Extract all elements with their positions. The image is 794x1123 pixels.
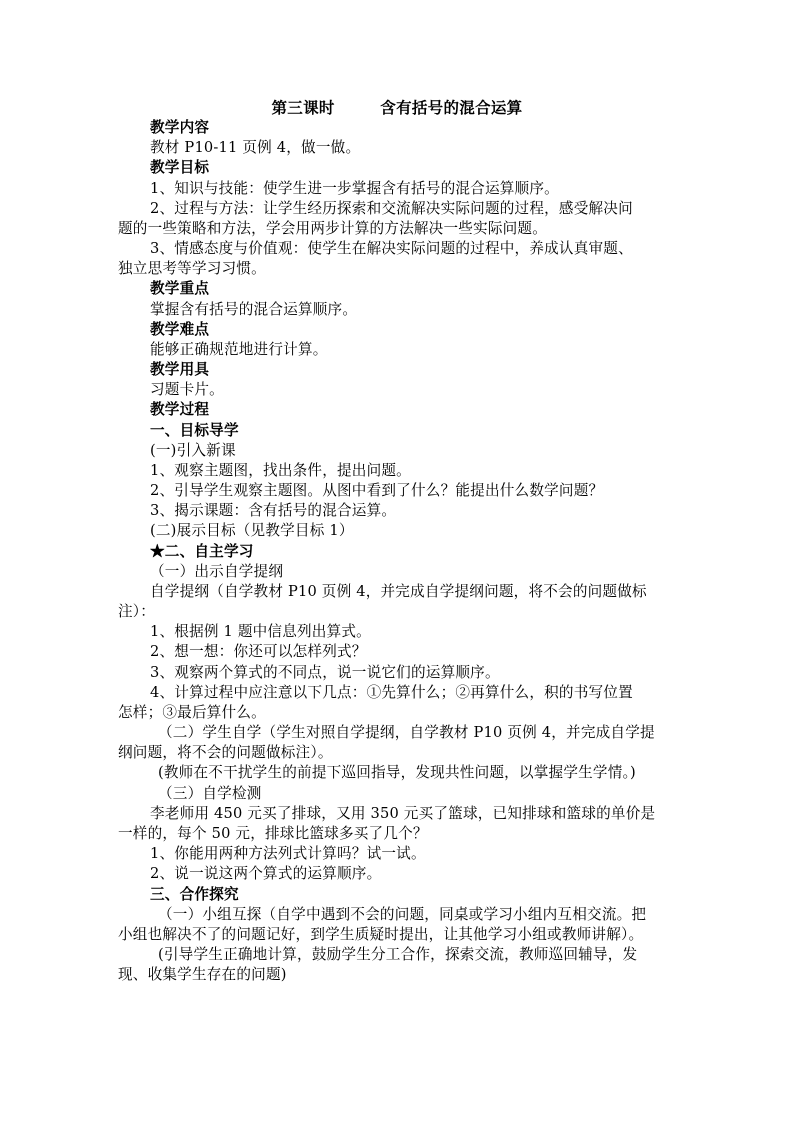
text-line: 李老师用 450 元买了排球，又用 350 元买了篮球，已知排球和篮球的单价是 bbox=[150, 804, 656, 822]
section-heading: 教学内容 bbox=[150, 119, 210, 136]
text-line: 1、你能用两种方法列式计算吗？试一试。 bbox=[150, 845, 426, 863]
section-heading: ★二、自主学习 bbox=[150, 542, 254, 560]
text-line: 2、说一说这两个算式的运算顺序。 bbox=[150, 865, 382, 883]
text-line: 纲问题，将不会的问题做标注）。 bbox=[118, 744, 333, 762]
text-line: 2、引导学生观察主题图。从图中看到了什么？能提出什么数学问题？ bbox=[150, 482, 604, 500]
text-line: (二)展示目标（见教学目标 1） bbox=[150, 522, 354, 540]
section-heading: 教学目标 bbox=[150, 159, 210, 177]
text-line: 1、根据例 1 题中信息列出算式。 bbox=[150, 623, 371, 641]
text-line: 一样的，每个 50 元，排球比篮球多买了几个？ bbox=[118, 825, 428, 842]
text-line: 4、计算过程中应注意以下几点：①先算什么；②再算什么，积的书写位置 bbox=[150, 683, 633, 701]
text-line: 教材 P10-11 页例 4，做一做。 bbox=[150, 139, 361, 157]
text-line: 现、收集学生存在的问题) bbox=[118, 966, 287, 984]
text-line: （三）自学检测 bbox=[158, 784, 262, 802]
text-line: 1、观察主题图，找出条件，提出问题。 bbox=[150, 461, 411, 479]
section-heading: 教学重点 bbox=[150, 280, 210, 298]
section-heading: 教学过程 bbox=[150, 401, 210, 419]
text-line: 2、过程与方法：让学生经历探索和交流解决实际问题的过程，感受解决问 bbox=[150, 199, 633, 217]
text-line: 1、知识与技能：使学生进一步掌握含有括号的混合运算顺序。 bbox=[150, 179, 559, 197]
text-line: 掌握含有括号的混合运算顺序。 bbox=[150, 300, 358, 318]
text-line: 小组也解决不了的问题记好，到学生质疑时提出，让其他学习小组或教师讲解）。 bbox=[118, 925, 644, 943]
text-line: (引导学生正确地计算，鼓励学生分工合作，探索交流，教师巡回辅导，发 bbox=[158, 946, 638, 963]
text-line: 自学提纲（自学教材 P10 页例 4，并完成自学提纲问题，将不会的问题做标 bbox=[150, 582, 647, 600]
text-line: (教师在不干扰学生的前提下巡回指导，发现共性问题，以掌握学生学情。) bbox=[158, 764, 636, 782]
section-heading: 一、目标导学 bbox=[150, 421, 239, 439]
text-line: （一）出示自学提纲 bbox=[150, 562, 284, 580]
text-line: 独立思考等学习习惯。 bbox=[118, 260, 266, 278]
text-line: 怎样；③最后算什么。 bbox=[118, 703, 266, 721]
text-line: 题的一些策略和方法，学会用两步计算的方法解决一些实际问题。 bbox=[118, 219, 548, 237]
text-line: 能够正确规范地进行计算。 bbox=[150, 340, 328, 358]
text-line: （二）学生自学（学生对照自学提纲，自学教材 P10 页例 4，并完成自学提 bbox=[158, 724, 655, 742]
section-heading: 教学用具 bbox=[150, 361, 210, 378]
lesson-title: 第三课时 含有括号的混合运算 bbox=[271, 98, 523, 117]
text-line: (一)引入新课 bbox=[150, 441, 236, 459]
text-line: 3、揭示课题：含有括号的混合运算。 bbox=[150, 502, 397, 520]
section-heading: 三、合作探究 bbox=[150, 885, 239, 903]
text-line: 注）： bbox=[118, 603, 156, 621]
section-heading: 教学难点 bbox=[150, 320, 210, 338]
text-line: （一）小组互探（自学中遇到不会的问题，同桌或学习小组内互相交流。把 bbox=[158, 905, 647, 923]
text-line: 习题卡片。 bbox=[150, 381, 224, 399]
text-line: 2、想一想：你还可以怎样列式？ bbox=[150, 643, 367, 661]
text-line: 3、观察两个算式的不同点，说一说它们的运算顺序。 bbox=[150, 663, 500, 681]
text-line: 3、情感态度与价值观：使学生在解决实际问题的过程中，养成认真审题、 bbox=[150, 240, 633, 257]
